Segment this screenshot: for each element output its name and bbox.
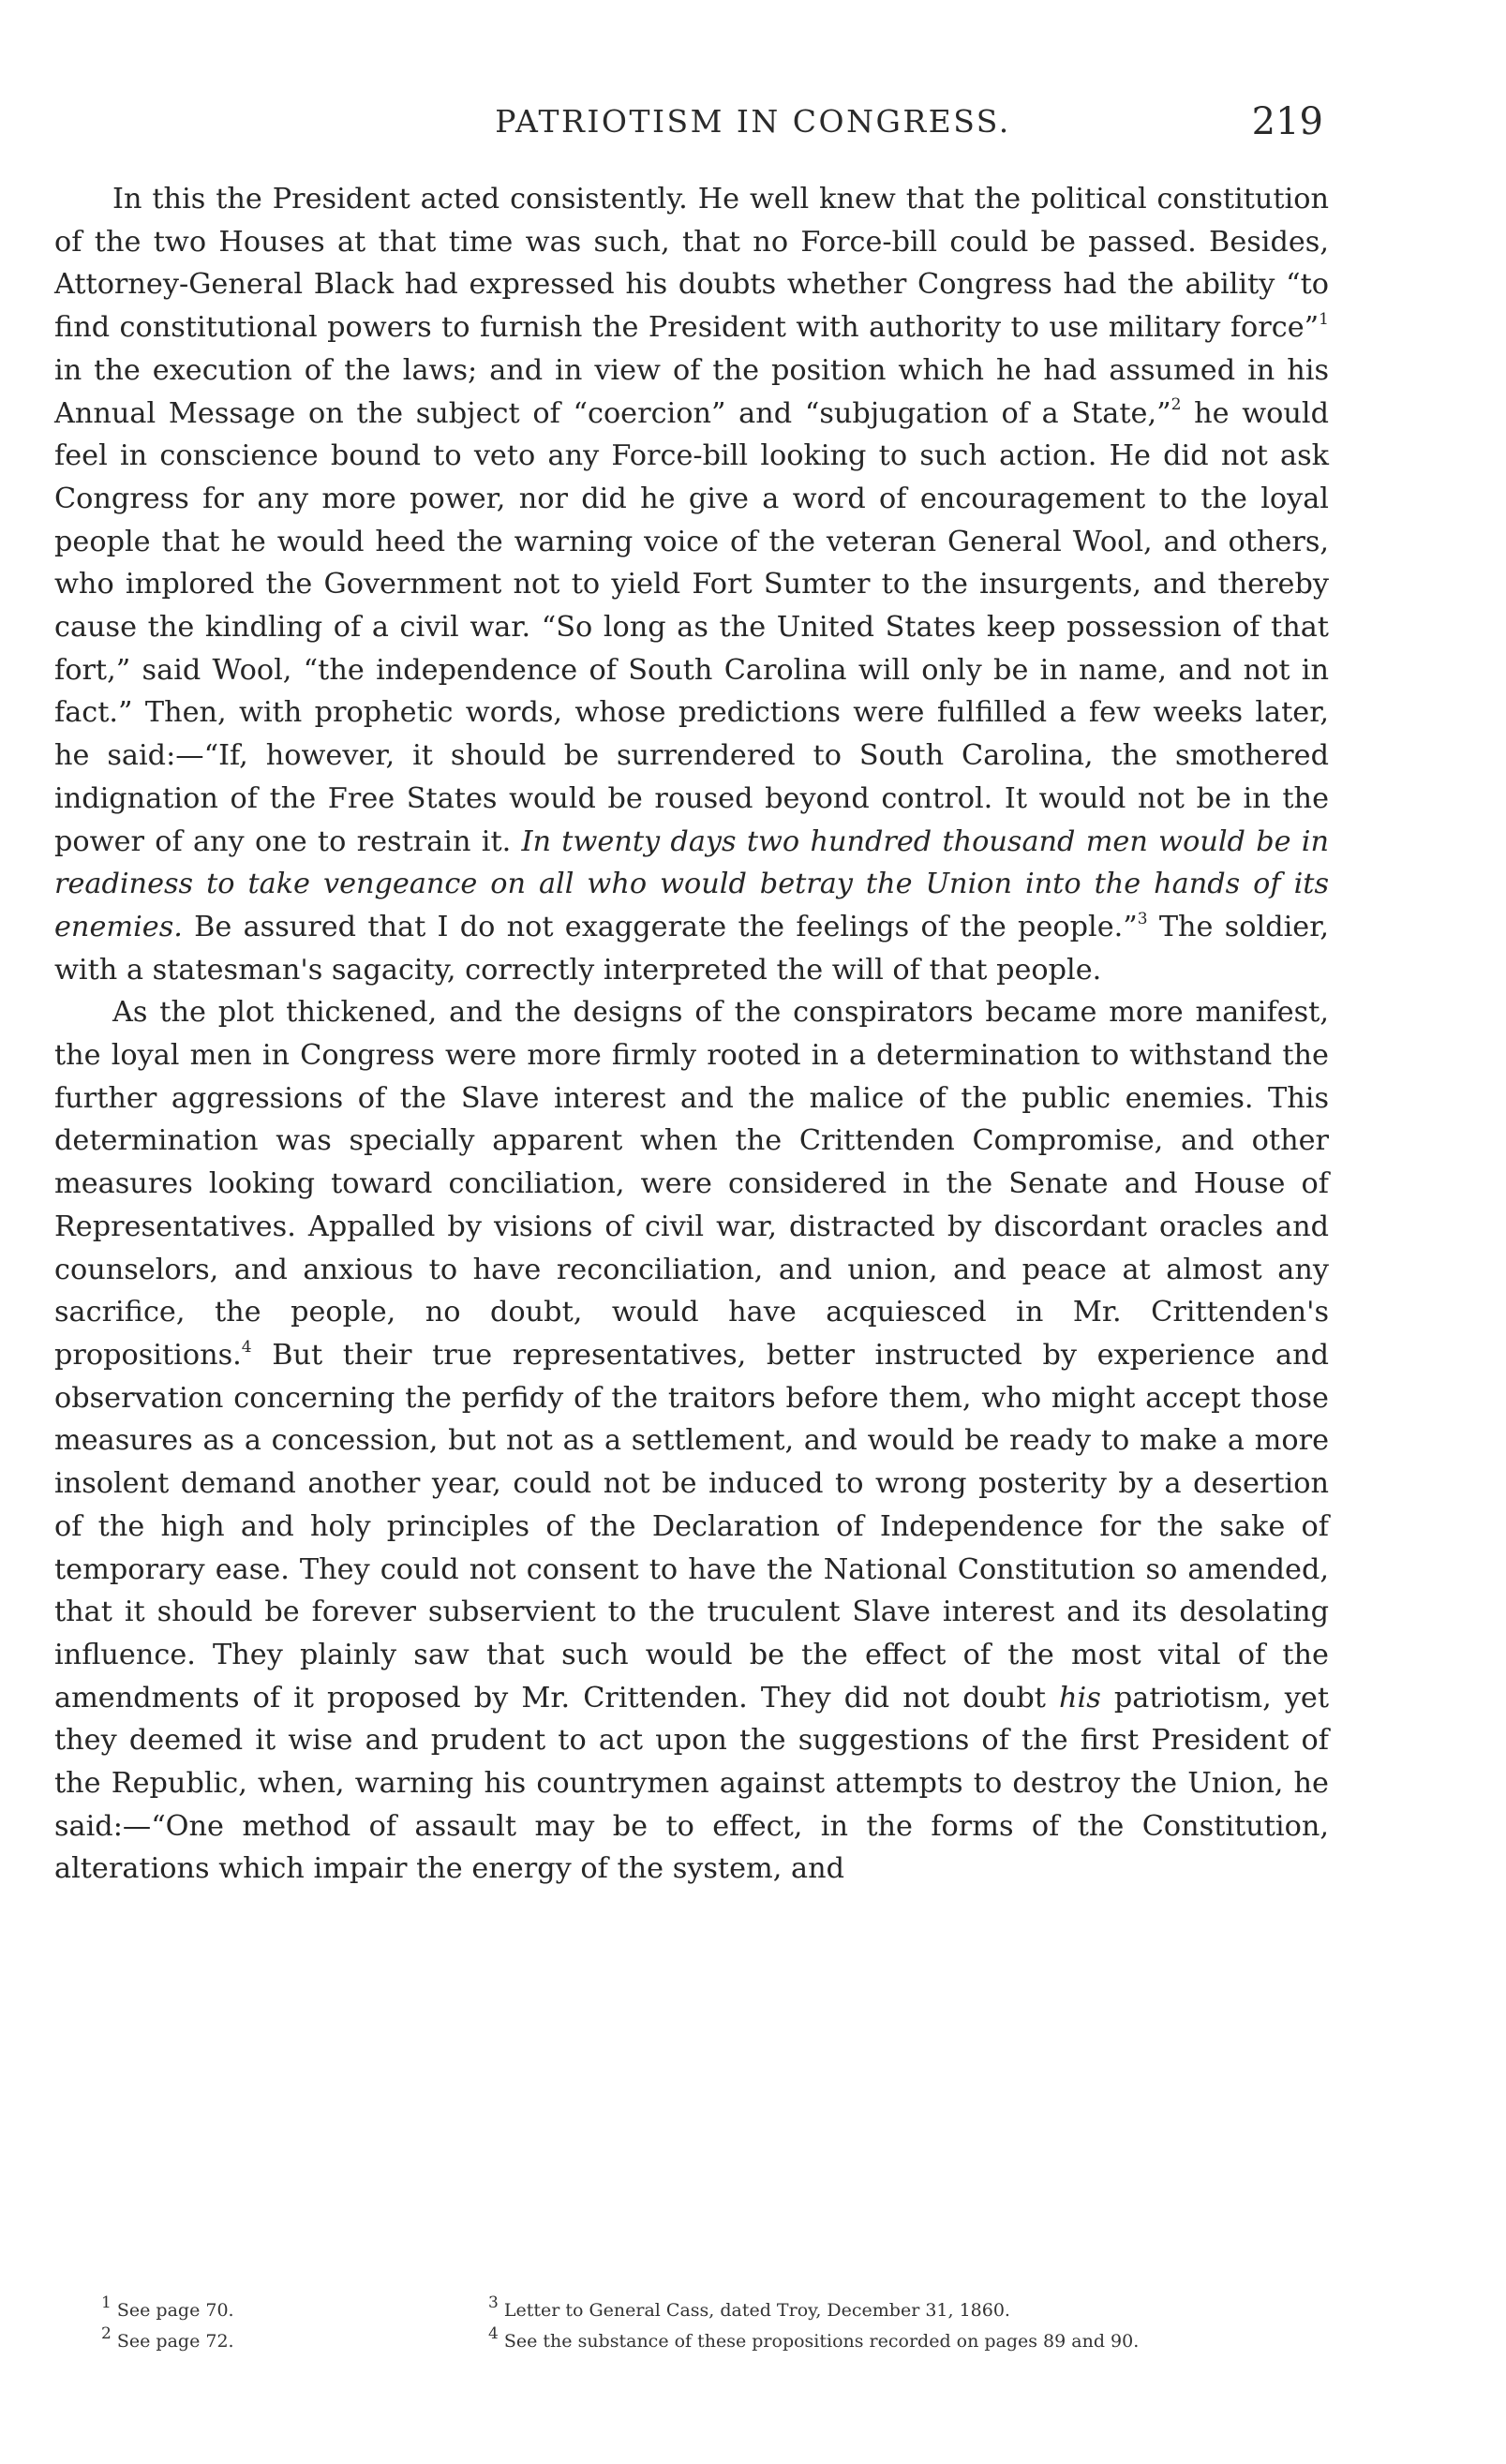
footnote-text: Letter to General Cass, dated Troy, December 31, 1860. xyxy=(503,2300,1010,2321)
paragraph-1-text-b: in the execution of the laws; and in view of the position which he had assumed in his Annual Message on the subject of “coercion” and “subjugation of a State,” xyxy=(54,353,1329,430)
paragraph-1-text-a: In this the President acted consistently. He well knew that the political constitution of the two Houses at that time was such, that no Force-bill could be passed. Besides, Attorney-General Black had expressed his doubts whether Congress had the ability “to find constitutional powers to furnish the President with authority to use military force” xyxy=(54,183,1329,345)
paragraph-1-text-c: he would feel in conscience bound to veto any Force-bill looking to such action. He did not ask Congress for any more power, nor did he give a word of encouragement to the loyal people that he would heed the warning voice of the veteran General Wool, and others, who implored the Government not to yield Fort Sumter to the insurgents, and thereby cause the kindling of a civil war. “So long as the United States keep possession of that fort,” said Wool, “the independence of South Carolina will only be in name, and not in fact.” Then, with prophetic words, whose predictions were fulfilled a few weeks later, he said:—“If, however, it should be surrendered to South Carolina, the smothered indignation of the Free States would be roused beyond control. It would not be in the power of any one to restrain it. xyxy=(54,396,1329,858)
footnote-1 xyxy=(101,2295,382,2326)
footnote-marker: 2 xyxy=(101,2323,112,2343)
paragraph-1-text-f: The soldier, with a statesman's sagacity, correctly interpreted the will of that people. xyxy=(54,910,1329,987)
footnote-2 xyxy=(101,2323,382,2357)
footnotes xyxy=(101,2295,1329,2361)
paragraph-2-text-d: patriotism, yet they deemed it wise and prudent to act upon the suggestions of the first President of the Republic, when, warning his countrymen against attempts to destroy the Union, he said:—“One method of assault may be to effect, in the forms of the Constitution, alterations which impair the energy of the system, and xyxy=(54,1681,1329,1886)
footnote-4 xyxy=(488,2323,1329,2357)
footnote-marker: 3 xyxy=(488,2293,499,2312)
paragraph-2-text-b: But their true representatives, better instructed by experience and observation concerning the perfidy of the traitors before them, who might accept those measures as a concession, but not as a settlement, and would be ready to make a more insolent demand another year, could not be induced to wrong posterity by a desertion of the high and holy principles of the Declaration of Independence for the sake of temporary ease. They could not consent to have the National Constitution so amended, that it should be forever subservient to the truculent Slave interest and its desolating influence. They plainly saw that such would be the effect of the most vital of the amendments of it proposed by Mr. Crittenden. They did not doubt xyxy=(54,1338,1329,1714)
footnote-text: See page 72. xyxy=(116,2331,234,2352)
footnote-marker: 1 xyxy=(101,2293,112,2312)
body-text xyxy=(54,178,1329,1891)
paragraph-2 xyxy=(54,991,1329,1891)
footnote-ref-1: 1 xyxy=(1319,310,1329,330)
footnote-text: See the substance of these propositions recorded on pages 89 and 90. xyxy=(503,2331,1140,2352)
paragraph-1-italic-quote: In twenty days two hundred thousand men would be in readiness to take vengeance on all who would betray the Union into the hands of its enemies. xyxy=(54,824,1329,943)
footnotes-right-column xyxy=(488,2295,1329,2357)
footnote-ref-4: 4 xyxy=(241,1337,252,1357)
page-number: 219 xyxy=(1251,100,1323,143)
footnotes-left-column xyxy=(101,2295,382,2357)
paragraph-2-italic-his: his xyxy=(1059,1681,1101,1714)
footnote-ref-3: 3 xyxy=(1137,909,1148,928)
paragraph-2-text-a: As the plot thickened, and the designs of the conspirators became more manifest, the loyal men in Congress were more firmly rooted in a determination to withstand the further aggressions of the Slave interest and the malice of the public enemies. This determination was specially apparent when the Crittenden Compromise, and other measures looking toward conciliation, were considered in the Senate and House of Representatives. Appalled by visions of civil war, distracted by discordant oracles and counselors, and anxious to have reconciliation, and union, and peace at almost any sacrifice, the people, no doubt, would have acquiesced in Mr. Crittenden's propositions. xyxy=(54,996,1329,1372)
footnote-marker: 4 xyxy=(488,2323,499,2343)
running-title: PATRIOTISM IN CONGRESS. xyxy=(495,103,1011,140)
paragraph-1 xyxy=(54,178,1329,991)
footnote-ref-2: 2 xyxy=(1171,395,1182,415)
page-header xyxy=(0,94,1506,150)
footnote-text: See page 70. xyxy=(116,2300,234,2321)
paragraph-1-text-e: Be assured that I do not exaggerate the feelings of the people.” xyxy=(182,910,1138,943)
footnote-3 xyxy=(488,2295,1329,2326)
